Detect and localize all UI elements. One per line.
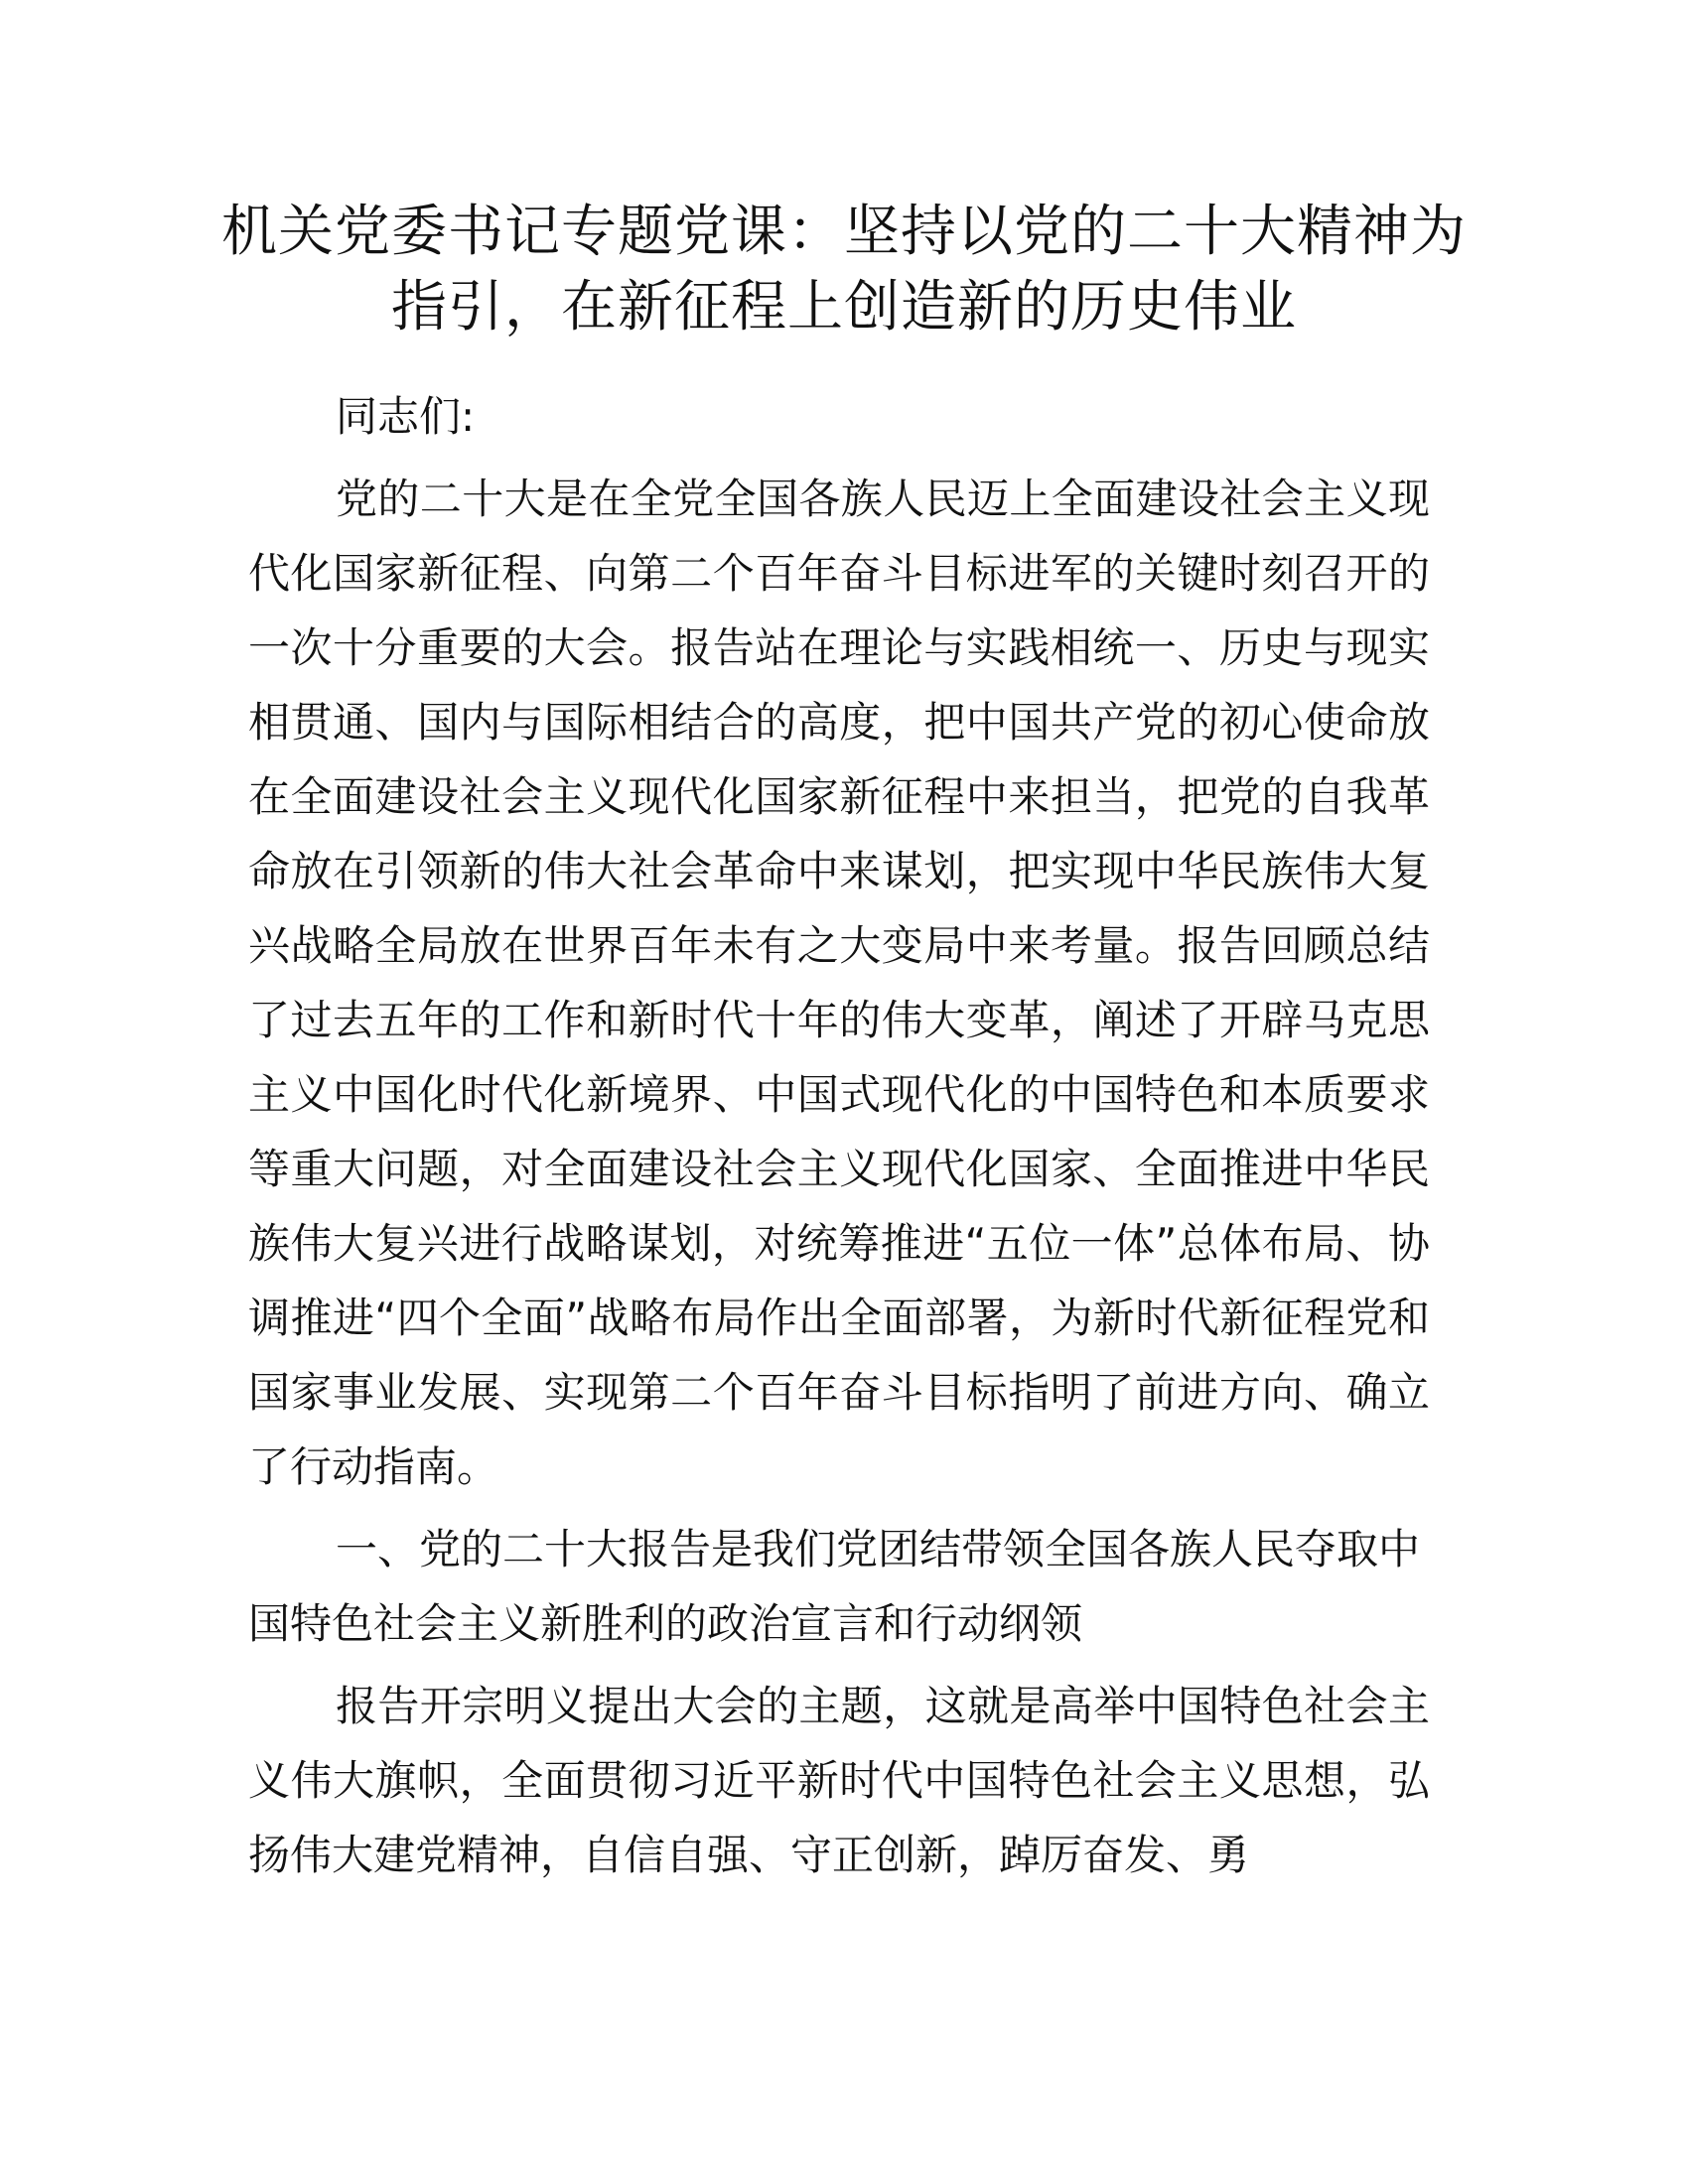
document-title: 机关党委书记专题党课：坚持以党的二十大精神为指引，在新征程上创造新的历史伟业 bbox=[221, 200, 1467, 340]
section-heading: 一、党的二十大报告是我们党团结带领全国各族人民夺取中国特色社会主义新胜利的政治宣言和行动纲领 bbox=[248, 1525, 1421, 1648]
intro-paragraph: 党的二十大是在全党全国各族人民迈上全面建设社会主义现代化国家新征程、向第二个百年奋斗目标进军的关键时刻召开的一次十分重要的大会。报告站在理论与实践相统一、历史与现实相贯通、国内与国际相结合的高度，把中国共产党的初心使命放在全面建设社会主义现代化国家新征程中来担当，把党的自我革命放在引领新的伟大社会革命中来谋划，把实现中华民族伟大复兴战略全局放在世界百年未有之大变局中来考量。报告回顾总结了过去五年的工作和新时代十年的伟大变革，阐述了开辟马克思主义中国化时代化新境界、中国式现代化的中国特色和本质要求等重大问题，对全面建设社会主义现代化国家、全面推进中华民族伟大复兴进行战略谋划，对统筹推进“五位一体”总体布局、协调推进“四个全面”战略布局作出全面部署，为新时代新征程党和国家事业发展、实现第二个百年奋斗目标指明了前进方向、确立了行动指南。 bbox=[248, 475, 1430, 1491]
section-paragraph: 报告开宗明义提出大会的主题，这就是高举中国特色社会主义伟大旗帜，全面贯彻习近平新时代中国特色社会主义思想，弘扬伟大建党精神，自信自强、守正创新，踔厉奋发、勇 bbox=[248, 1682, 1430, 1879]
document-body bbox=[248, 379, 1430, 1900]
salutation: 同志们: bbox=[336, 392, 476, 441]
